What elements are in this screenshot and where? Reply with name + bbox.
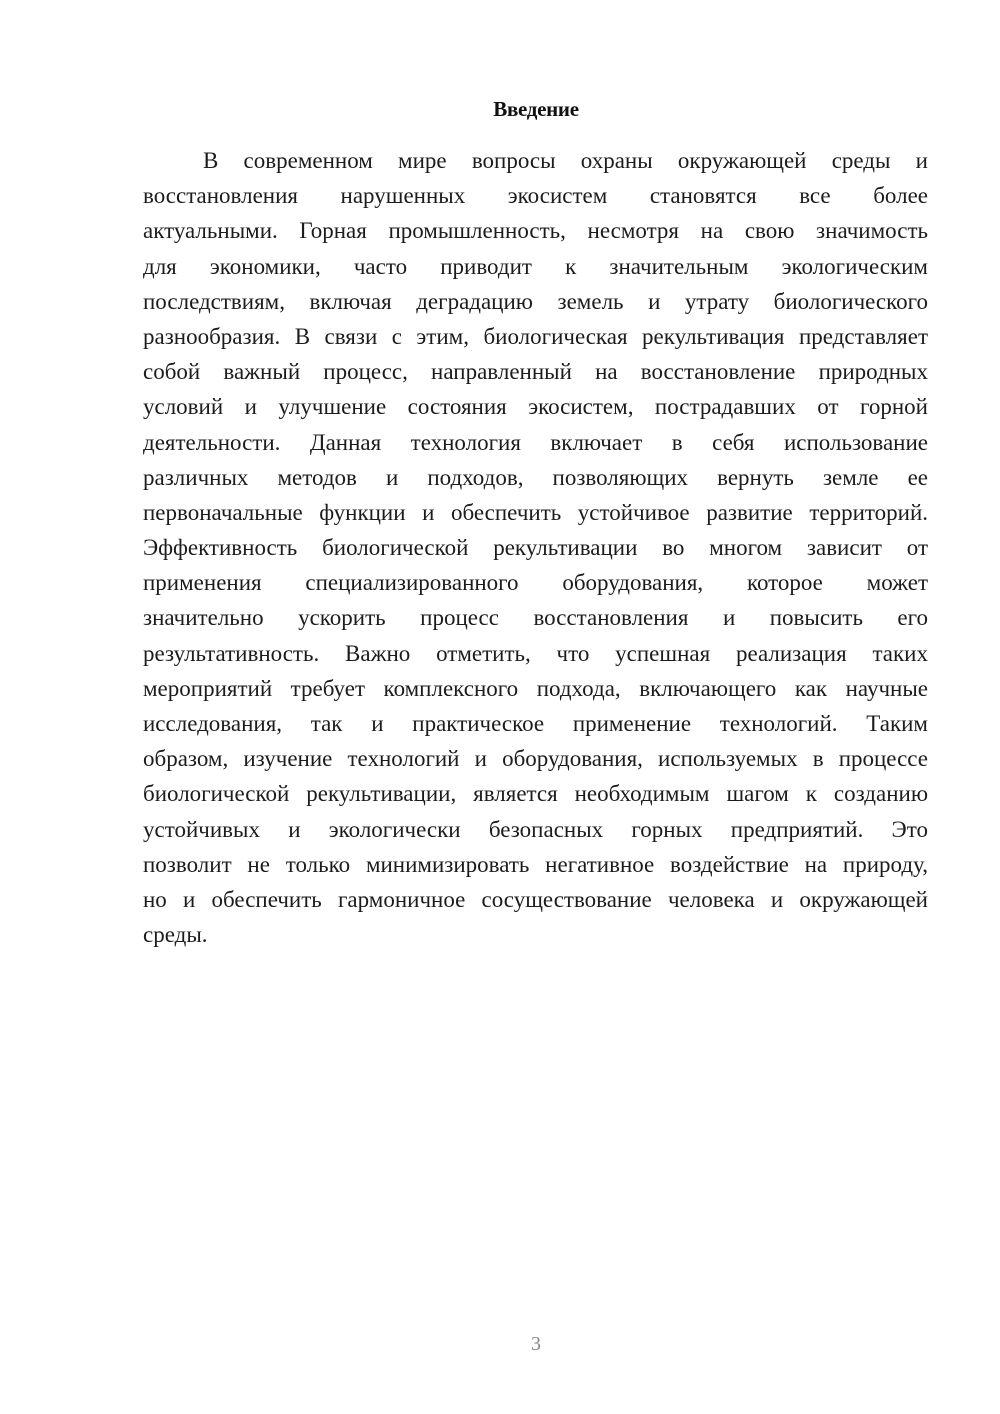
- paragraph-line: условий и улучшение состояния экосистем, пострадавших от горной: [143, 394, 928, 420]
- paragraph-line: исследования, так и практическое применение технологий. Таким: [143, 711, 928, 736]
- paragraph-line: восстановления нарушенных экосистем становятся все более: [143, 183, 928, 209]
- paragraph-line: деятельности. Данная технология включает в себя использование: [143, 429, 928, 455]
- paragraph-line: для экономики, часто приводит к значительным экологическим: [143, 253, 928, 279]
- paragraph-line: первоначальные функции и обеспечить устойчивое развитие территорий.: [143, 499, 928, 525]
- page-number: 3: [531, 1333, 541, 1355]
- intro-paragraph: [143, 143, 928, 952]
- paragraph-line: устойчивых и экологически безопасных горных предприятий. Это: [143, 816, 928, 842]
- paragraph-line: биологической рекультивации, является необходимым шагом к созданию: [143, 781, 928, 807]
- paragraph-line: разнообразия. В связи с этим, биологическая рекультивация представляет: [143, 323, 928, 349]
- paragraph-line: Эффективность биологической рекультивации во многом зависит от: [143, 535, 928, 561]
- paragraph-line: среды.: [143, 922, 208, 948]
- paragraph-line: мероприятий требует комплексного подхода, включающего как научные: [143, 675, 928, 701]
- paragraph-line: образом, изучение технологий и оборудования, используемых в процессе: [143, 746, 928, 772]
- paragraph-line: последствиям, включая деградацию земель и утрату биологического: [143, 288, 928, 314]
- paragraph-line: применения специализированного оборудования, которое может: [143, 570, 928, 596]
- paragraph-line: различных методов и подходов, позволяющих вернуть земле ее: [143, 464, 928, 490]
- paragraph-line: результативность. Важно отметить, что успешная реализация таких: [143, 640, 928, 666]
- paragraph-line: собой важный процесс, направленный на восстановление природных: [143, 359, 928, 385]
- paragraph-line: но и обеспечить гармоничное сосуществование человека и окружающей: [143, 886, 928, 912]
- paragraph-line: позволит не только минимизировать негативное воздействие на природу,: [143, 851, 928, 877]
- paragraph-line: актуальными. Горная промышленность, несмотря на свою значимость: [143, 218, 928, 244]
- paragraph-line: значительно ускорить процесс восстановления и повысить его: [143, 605, 928, 631]
- section-heading: Введение: [493, 97, 579, 121]
- paragraph-line: В современном мире вопросы охраны окружающей среды и: [203, 148, 928, 173]
